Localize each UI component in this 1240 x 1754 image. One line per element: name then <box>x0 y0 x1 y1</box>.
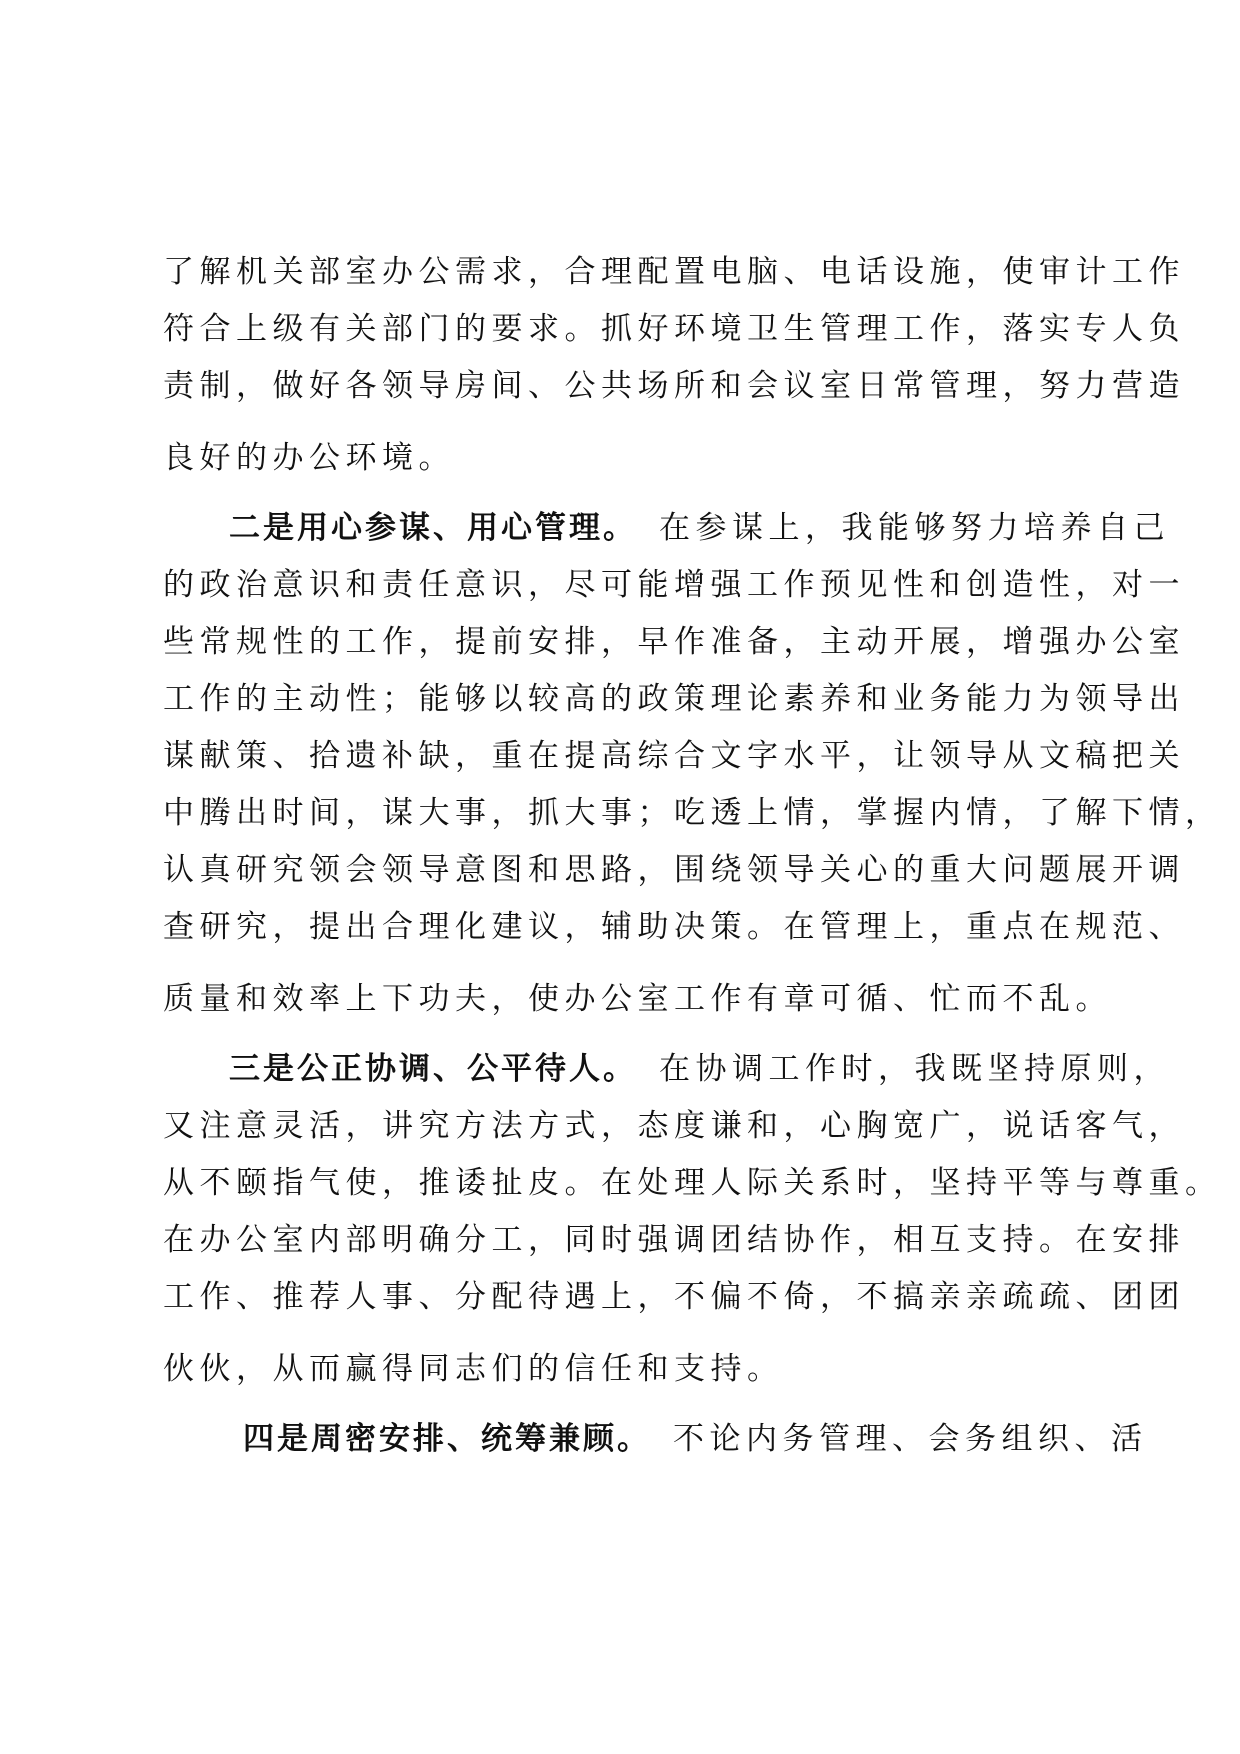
document-body <box>163 252 1222 1459</box>
section-3-first-line <box>163 1049 1170 1089</box>
section-2-first-text: 在参谋上，我能够努力培养自己 <box>659 510 1170 546</box>
section-2-first-line <box>163 508 1170 548</box>
section-4-heading: 四是周密安排、统筹兼顾。 <box>243 1421 651 1457</box>
body-line: 在办公室内部明确分工，同时强调团结协作，相互支持。在安排 <box>163 1222 1185 1258</box>
body-line: 工作的主动性；能够以较高的政策理论素养和业务能力为领导出 <box>163 681 1185 717</box>
body-line: 从不颐指气使，推诿扯皮。在处理人际关系时，坚持平等与尊重。 <box>163 1165 1222 1201</box>
body-line: 的政治意识和责任意识，尽可能增强工作预见性和创造性，对一 <box>163 567 1185 603</box>
section-4-first-line <box>163 1419 1148 1459</box>
body-line: 了解机关部室办公需求，合理配置电脑、电话设施，使审计工作 <box>163 254 1185 290</box>
body-line: 工作、推荐人事、分配待遇上，不偏不倚，不搞亲亲疏疏、团团 <box>163 1279 1185 1315</box>
body-line: 质量和效率上下功夫，使办公室工作有章可循、忙而不乱。 <box>163 981 1112 1017</box>
section-3-heading: 三是公正协调、公平待人。 <box>229 1051 637 1087</box>
section-4-first-text: 不论内务管理、会务组织、活 <box>673 1421 1148 1457</box>
body-line: 符合上级有关部门的要求。抓好环境卫生管理工作，落实专人负 <box>163 311 1185 347</box>
body-line: 又注意灵活，讲究方法方式，态度谦和，心胸宽广，说话客气， <box>163 1108 1185 1144</box>
body-line: 谋献策、拾遗补缺，重在提高综合文字水平，让领导从文稿把关 <box>163 738 1185 774</box>
section-2-heading: 二是用心参谋、用心管理。 <box>229 510 637 546</box>
body-line: 查研究，提出合理化建议，辅助决策。在管理上，重点在规范、 <box>163 909 1185 945</box>
body-line: 认真研究领会领导意图和思路，围绕领导关心的重大问题展开调 <box>163 852 1185 888</box>
body-line: 良好的办公环境。 <box>163 440 455 476</box>
body-line: 伙伙，从而赢得同志们的信任和支持。 <box>163 1351 784 1387</box>
body-line: 些常规性的工作，提前安排，早作准备，主动开展，增强办公室 <box>163 624 1185 660</box>
section-3-first-text: 在协调工作时，我既坚持原则， <box>659 1051 1170 1087</box>
body-line: 中腾出时间，谋大事，抓大事；吃透上情，掌握内情，了解下情， <box>163 795 1222 831</box>
body-line: 责制，做好各领导房间、公共场所和会议室日常管理，努力营造 <box>163 368 1185 404</box>
